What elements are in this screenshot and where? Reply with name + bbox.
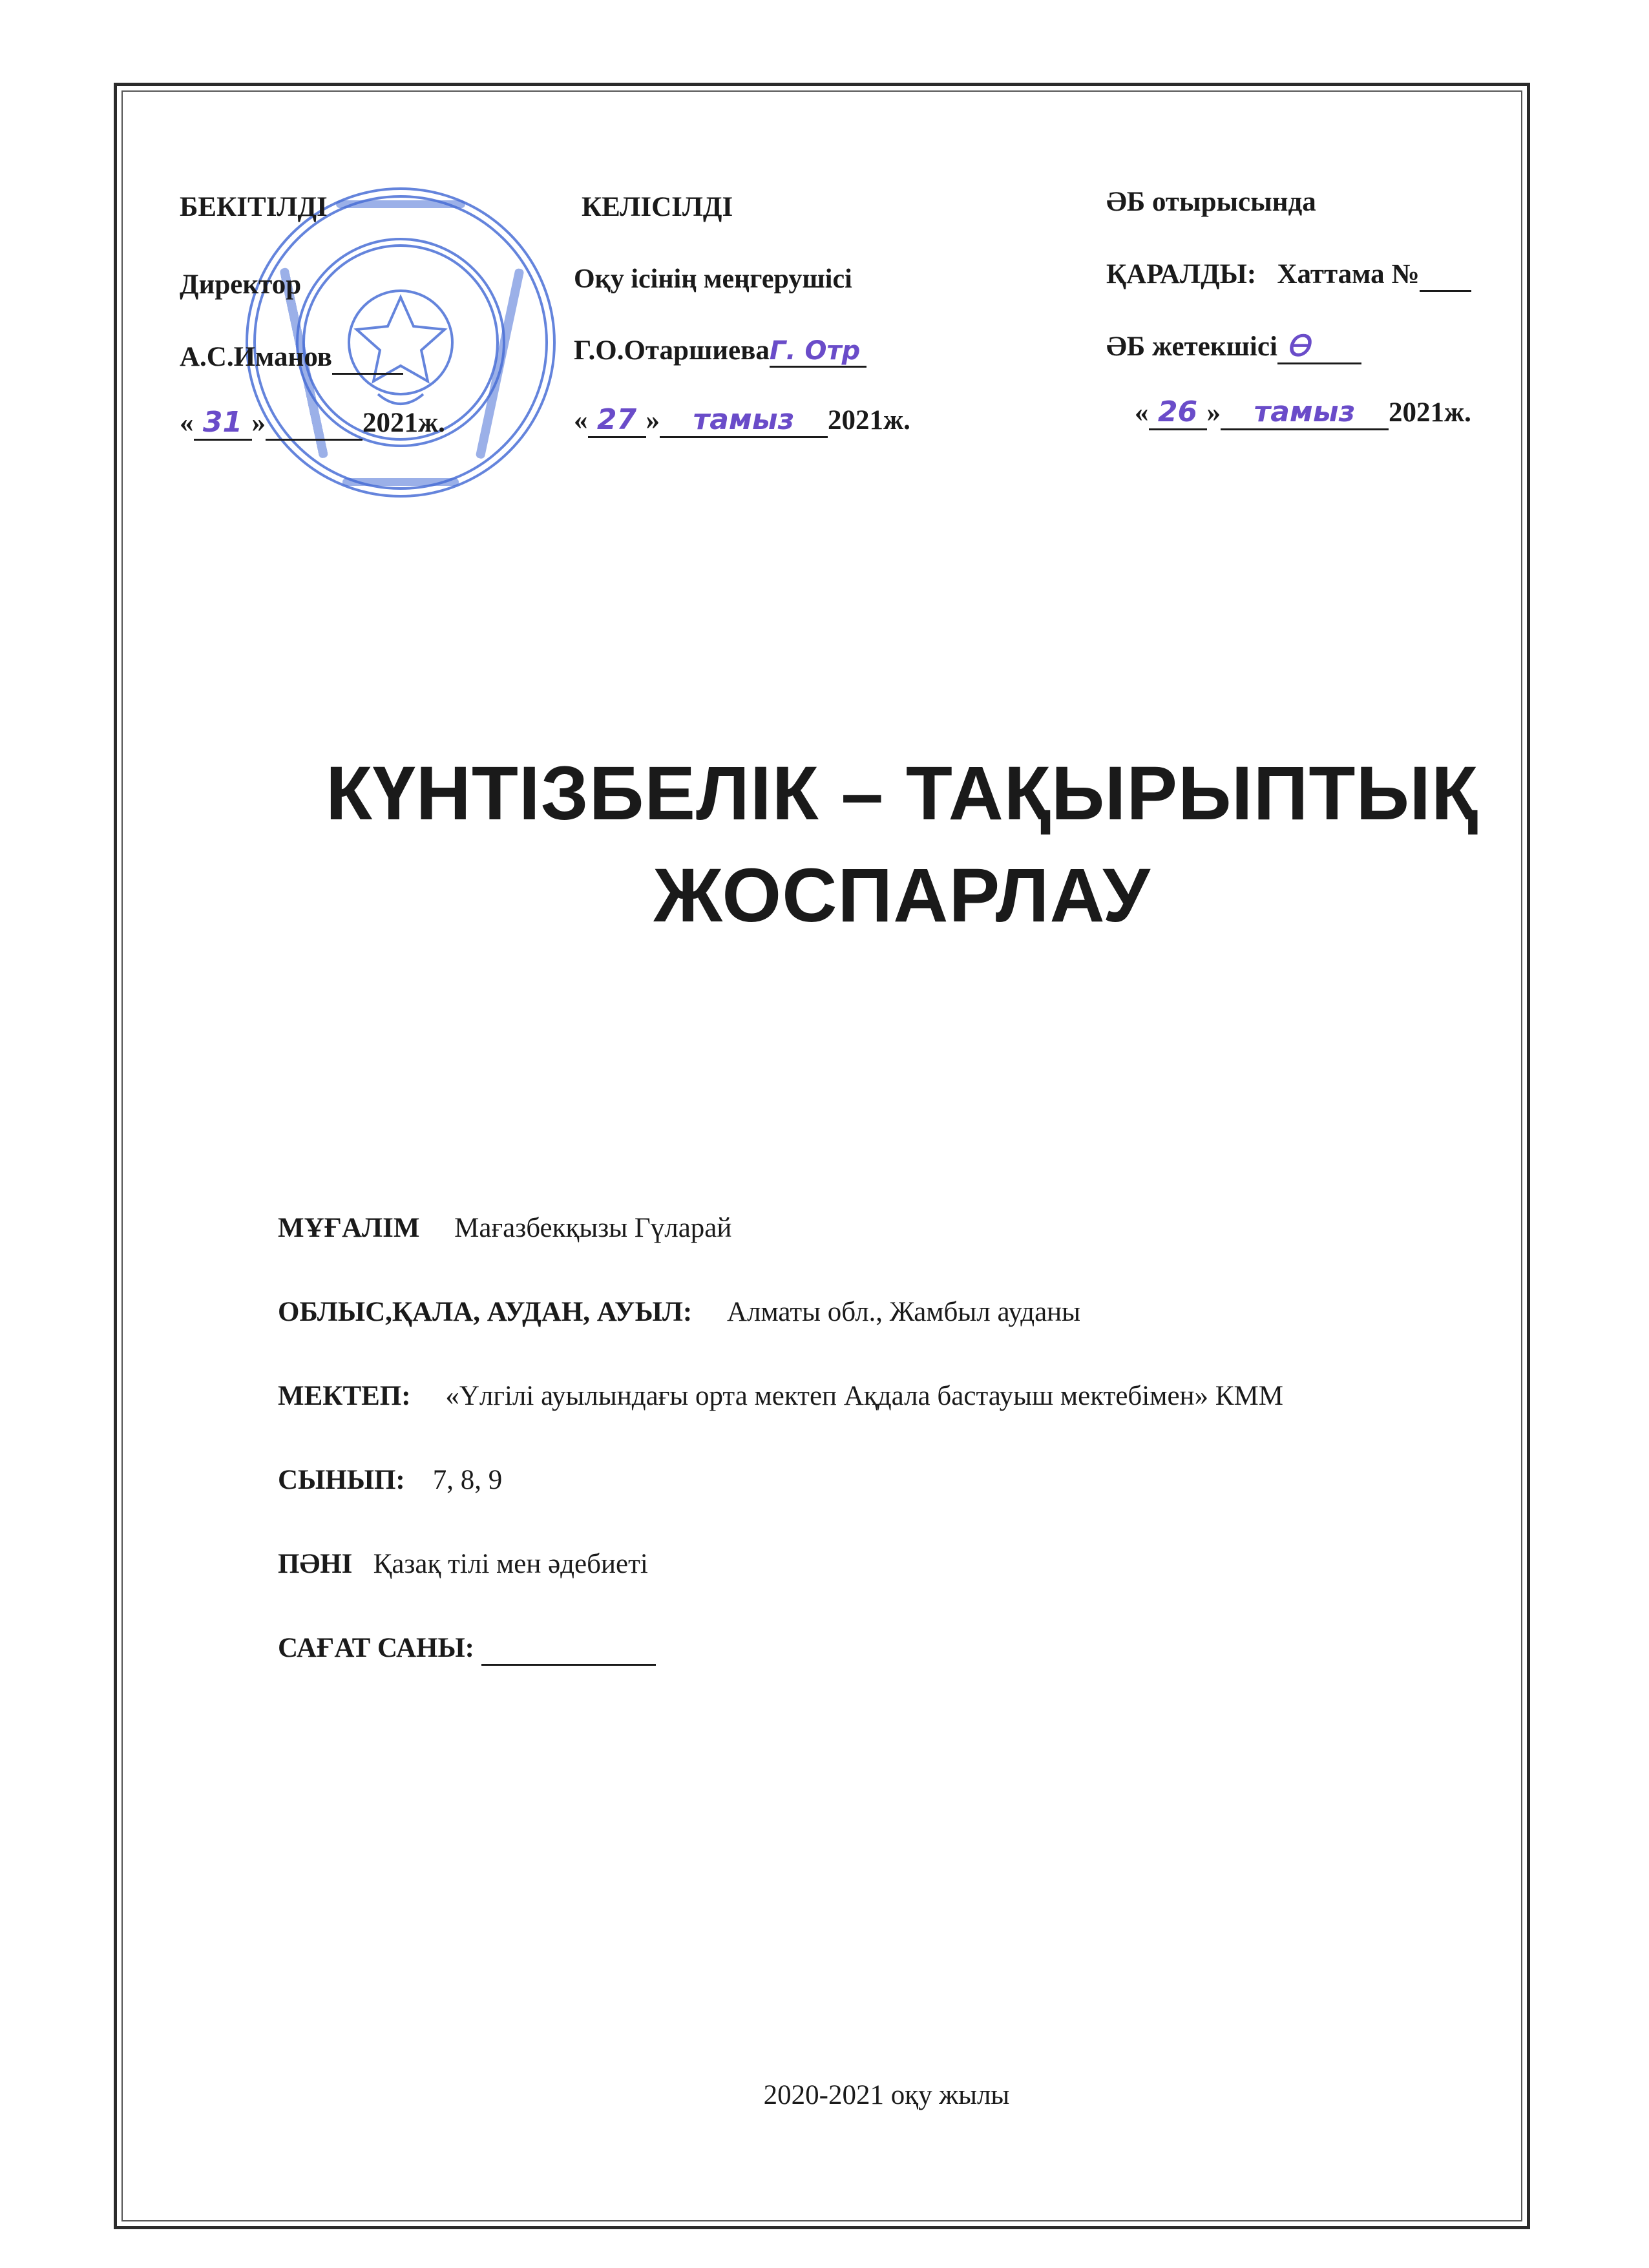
agreed-name-line [574,335,867,368]
teacher-row [278,1212,731,1244]
subject-label: ПӘНІ [278,1549,353,1579]
academic-year: 2020-2021 оқу жылы [763,2080,1010,2110]
reviewed-date-year: 2021ж. [1389,397,1471,428]
reviewed-role: ӘБ жетекшісі [1106,331,1277,362]
agreed-date-year: 2021ж. [828,405,910,436]
approved-heading: БЕКІТІЛДІ [180,192,328,222]
subject-row [278,1548,648,1580]
approved-date-year: 2021ж. [362,408,445,438]
document-title-line1: КҮНТІЗБЕЛІК – ТАҚЫРЫПТЫҚ [325,751,1479,836]
subject-value: Қазақ тілі мен әдебиеті [373,1549,648,1579]
agreed-heading: КЕЛІСІЛДІ [582,192,733,222]
region-row [278,1296,1080,1328]
reviewed-line1: ӘБ отырысында [1106,187,1316,217]
school-label: МЕКТЕП: [278,1381,411,1411]
agreed-role: Оқу ісінің меңгерушісі [574,264,852,294]
class-label: СЫНЫП: [278,1465,405,1495]
hours-row [278,1632,656,1666]
document-title-line2: ЖОСПАРЛАУ [653,853,1151,938]
approved-date: « 31 » 2021ж. [180,406,445,441]
agreed-signature: Г. Отр [770,336,867,368]
approved-date-day: 31 [194,406,252,441]
approved-name: А.С.Иманов [180,342,332,372]
agreed-date-month: тамыз [660,403,828,438]
reviewed-date-day: 26 [1149,395,1207,430]
reviewed-date-month: тамыз [1221,395,1389,430]
approved-role: Директор [180,269,302,300]
agreed-date-day: 27 [588,403,646,438]
agreed-name: Г.О.Отаршиева [574,335,770,366]
reviewed-line2: ҚАРАЛДЫ: Хаттама № [1106,258,1471,292]
approved-signature-line [332,341,403,375]
teacher-value: Мағазбекқызы Гүларай [454,1213,732,1243]
teacher-label: МҰҒАЛІМ [278,1213,420,1243]
school-row [278,1380,1283,1412]
hours-blank [481,1632,656,1666]
hours-label: САҒАТ САНЫ: [278,1633,474,1663]
school-value: «Үлгілі ауылындағы орта мектеп Ақдала бастауыш мектебімен» КММ [445,1381,1283,1411]
reviewed-signature: Ꮎ [1277,330,1361,364]
agreed-date: « 27 » тамыз 2021ж. [574,403,910,438]
class-value: 7, 8, 9 [432,1465,503,1495]
approved-name-line [180,341,403,375]
reviewed-date: « 26 » тамыз 2021ж. [1135,395,1471,430]
region-value: Алматы обл., Жамбыл ауданы [726,1297,1081,1327]
region-label: ОБЛЫС,ҚАЛА, АУДАН, АУЫЛ: [278,1297,693,1327]
protocol-number: Хаттама № [1277,259,1420,289]
class-row [278,1464,502,1496]
reviewed-role-line [1106,330,1361,364]
